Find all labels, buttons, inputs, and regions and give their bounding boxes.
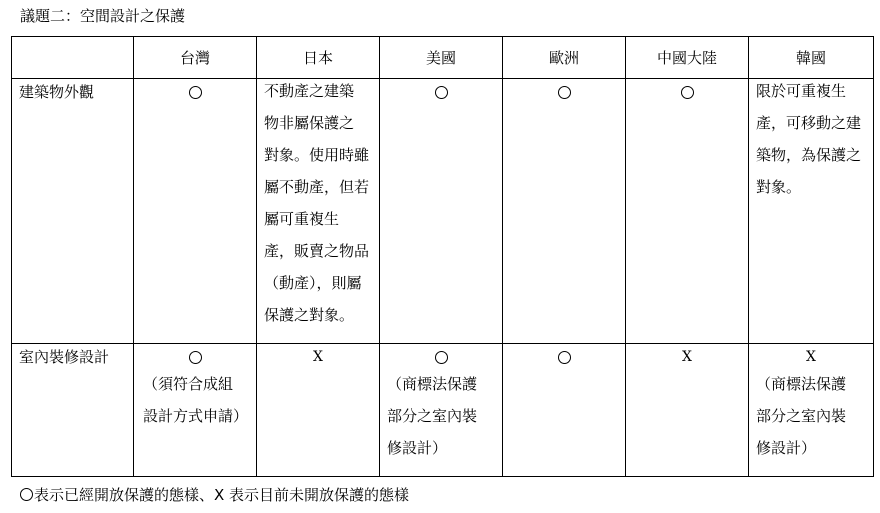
comparison-table [11,36,874,477]
header-cell-empty [12,37,134,79]
not-protected-x-mark: X [806,349,816,365]
protected-circle-icon [380,81,502,103]
row-label-building-exterior: 建築物外觀 [12,79,134,344]
cell-note: （商標法保護 部分之室內裝 修設計） [387,375,478,457]
legend-footnote [20,485,409,505]
cell-note: （商標法保護 部分之室內裝 修設計） [756,375,847,457]
header-cell-europe: 歐洲 [503,37,626,79]
protected-circle-icon [626,81,748,103]
cell-exterior-taiwan [134,79,257,344]
table-header-row [12,37,874,79]
row-label-interior-design: 室內裝修設計 [12,344,134,477]
protected-circle-icon [503,346,625,368]
protected-circle-icon [503,81,625,103]
cell-interior-china [626,344,749,477]
not-protected-x-mark: X [682,349,692,365]
table-row-interior-design [12,344,874,477]
legend-text: 表示已經開放保護的態樣、X 表示目前未開放保護的態樣 [34,486,410,504]
cell-note: 限於可重複生 產，可移動之建 築物，為保護之 對象。 [756,82,862,196]
header-cell-japan: 日本 [257,37,380,79]
cell-exterior-usa [380,79,503,344]
legend-circle-icon [20,488,33,501]
header-cell-korea: 韓國 [749,37,874,79]
cell-interior-taiwan [134,344,257,477]
cell-interior-korea [749,344,874,477]
cell-exterior-korea [749,79,874,344]
not-protected-x-mark: X [313,349,323,365]
table-row-building-exterior [12,79,874,344]
cell-interior-usa [380,344,503,477]
protected-circle-icon [134,346,256,368]
protected-circle-icon [134,81,256,103]
cell-note: （須符合成組 設計方式申請） [143,375,249,425]
cell-exterior-europe [503,79,626,344]
cell-interior-japan [257,344,380,477]
cell-interior-europe [503,344,626,477]
header-cell-taiwan: 台灣 [134,37,257,79]
cell-exterior-japan [257,79,380,344]
cell-exterior-china [626,79,749,344]
protected-circle-icon [380,346,502,368]
header-cell-china: 中國大陸 [626,37,749,79]
header-cell-usa: 美國 [380,37,503,79]
document-title: 議題二：空間設計之保護 [20,7,186,25]
cell-note: 不動產之建築 物非屬保護之 對象。使用時雖 屬不動產，但若 屬可重複生 產，販賣之物品 （動產），則屬 保護之對象。 [264,82,370,324]
